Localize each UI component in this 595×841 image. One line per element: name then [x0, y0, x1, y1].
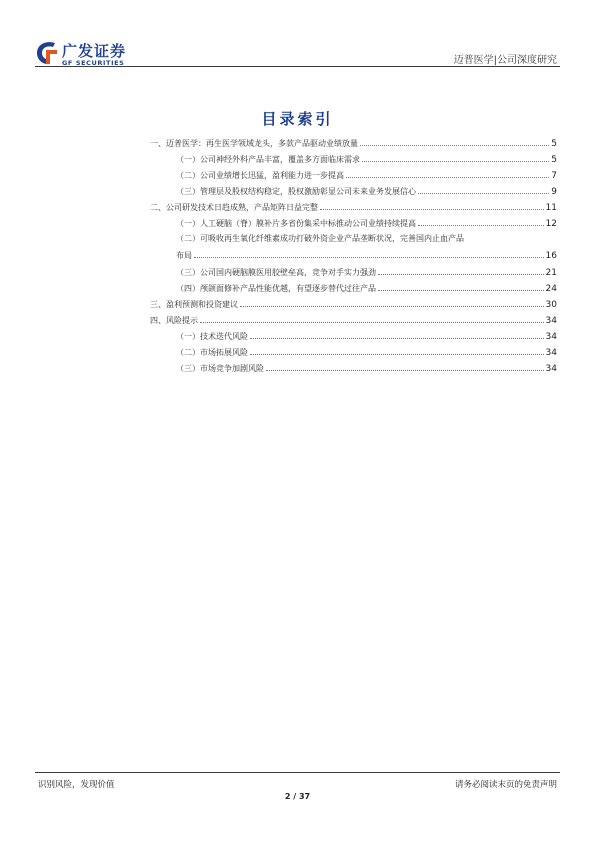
toc-entry-1-2[interactable]: [176, 165, 557, 181]
toc-entry-page: 34: [545, 364, 557, 374]
toc-leader-dots: [418, 192, 549, 194]
toc-entry-4-2[interactable]: [176, 342, 557, 358]
toc-entry-page: 9: [551, 187, 557, 197]
toc-entry-page: 34: [545, 316, 557, 326]
toc-entry-text: （三）市场竞争加剧风险: [176, 364, 264, 373]
toc-title: 目录索引: [261, 110, 334, 128]
toc-entry-section-2[interactable]: [150, 197, 557, 213]
report-header-title: 迈普医学|公司深度研究: [453, 55, 557, 66]
toc-leader-dots: [378, 289, 544, 291]
toc-entry-page: 11: [545, 203, 557, 213]
toc-leader-dots: [266, 369, 544, 371]
toc-entry-text: （三）管理层及股权结构稳定，股权激励彰显公司未来业务发展信心: [176, 187, 416, 196]
toc-entry-2-2-line1[interactable]: （二）可吸收再生氧化纤维素成功打破外资企业产品垄断状况，完善国内止血产品: [176, 234, 464, 243]
toc-entry-2-2[interactable]: [176, 245, 557, 261]
toc-entry-text: （三）公司国内硬脑膜医用胶壁垒高，竞争对手实力强劲: [176, 268, 376, 277]
toc-leader-dots: [194, 256, 544, 258]
toc-entry-1-3[interactable]: [176, 181, 557, 197]
toc-entry-page: 21: [545, 268, 557, 278]
logo-name-en: GF SECURITIES: [62, 59, 125, 67]
header-divider: [35, 66, 560, 67]
toc-entry-section-4[interactable]: [150, 310, 557, 326]
toc-entry-page: 12: [545, 219, 557, 229]
toc-entry-2-3[interactable]: [176, 262, 557, 278]
gf-logo-icon: [35, 40, 59, 66]
toc-entry-text: （四）颅颌面修补产品性能优越，有望逐步替代过往产品: [176, 284, 376, 293]
toc-entry-page: 7: [551, 171, 557, 181]
toc-entry-page: 5: [551, 139, 557, 149]
toc-entry-1-1[interactable]: [176, 149, 557, 165]
toc-entry-text: （二）市场拓展风险: [176, 348, 248, 357]
toc-leader-dots: [362, 160, 549, 162]
toc-entry-4-3[interactable]: [176, 358, 557, 374]
toc-entry-2-4[interactable]: [176, 278, 557, 294]
toc-entry-section-1[interactable]: [150, 133, 557, 149]
toc-entry-section-3[interactable]: [150, 294, 557, 310]
toc-entry-page: 34: [545, 332, 557, 342]
toc-entry-text: 四、风险提示: [150, 316, 198, 325]
toc-entry-text: （一）人工硬脑（脊）膜补片多省份集采中标推动公司业绩持续提高: [176, 219, 416, 228]
toc-leader-dots: [250, 353, 544, 355]
toc-entry-page: 30: [545, 300, 557, 310]
toc-entry-2-1[interactable]: [176, 213, 557, 229]
toc-entry-text: （一）公司神经外科产品丰富，覆盖多方面临床需求: [176, 155, 360, 164]
toc-entry-text: 二、公司研发技术日趋成熟，产品矩阵日益完整: [150, 203, 318, 212]
toc-leader-dots: [200, 321, 544, 323]
toc-leader-dots: [360, 144, 549, 146]
toc-entry-page: 5: [551, 155, 557, 165]
toc-leader-dots: [250, 337, 544, 339]
toc-leader-dots: [378, 273, 544, 275]
toc-leader-dots: [240, 305, 544, 307]
logo-name-cn: 广发证券: [62, 42, 127, 60]
toc-entry-text: 三、盈利预测和投资建议: [150, 300, 238, 309]
toc-entry-page: 34: [545, 348, 557, 358]
toc-entry-text: （二）公司业绩增长迅猛，盈利能力进一步提高: [176, 171, 344, 180]
toc-entry-text: 布局: [176, 251, 192, 260]
footer-disclaimer-note: 请务必阅读末页的免责声明: [454, 780, 557, 790]
toc-leader-dots: [418, 224, 544, 226]
toc-entry-page: 16: [545, 251, 557, 261]
toc-entry-text: 一、迈普医学：再生医学领域龙头，多款产品驱动业绩放量: [150, 139, 358, 148]
toc-entry-text: （一）技术迭代风险: [176, 332, 248, 341]
toc-leader-dots: [346, 176, 549, 178]
toc-entry-page: 24: [545, 284, 557, 294]
toc-leader-dots: [320, 208, 544, 210]
page-number: 2 / 37: [284, 792, 311, 801]
footer-slogan: 识别风险，发现价值: [38, 780, 115, 790]
toc-entry-4-1[interactable]: [176, 326, 557, 342]
footer-divider: [35, 772, 560, 773]
